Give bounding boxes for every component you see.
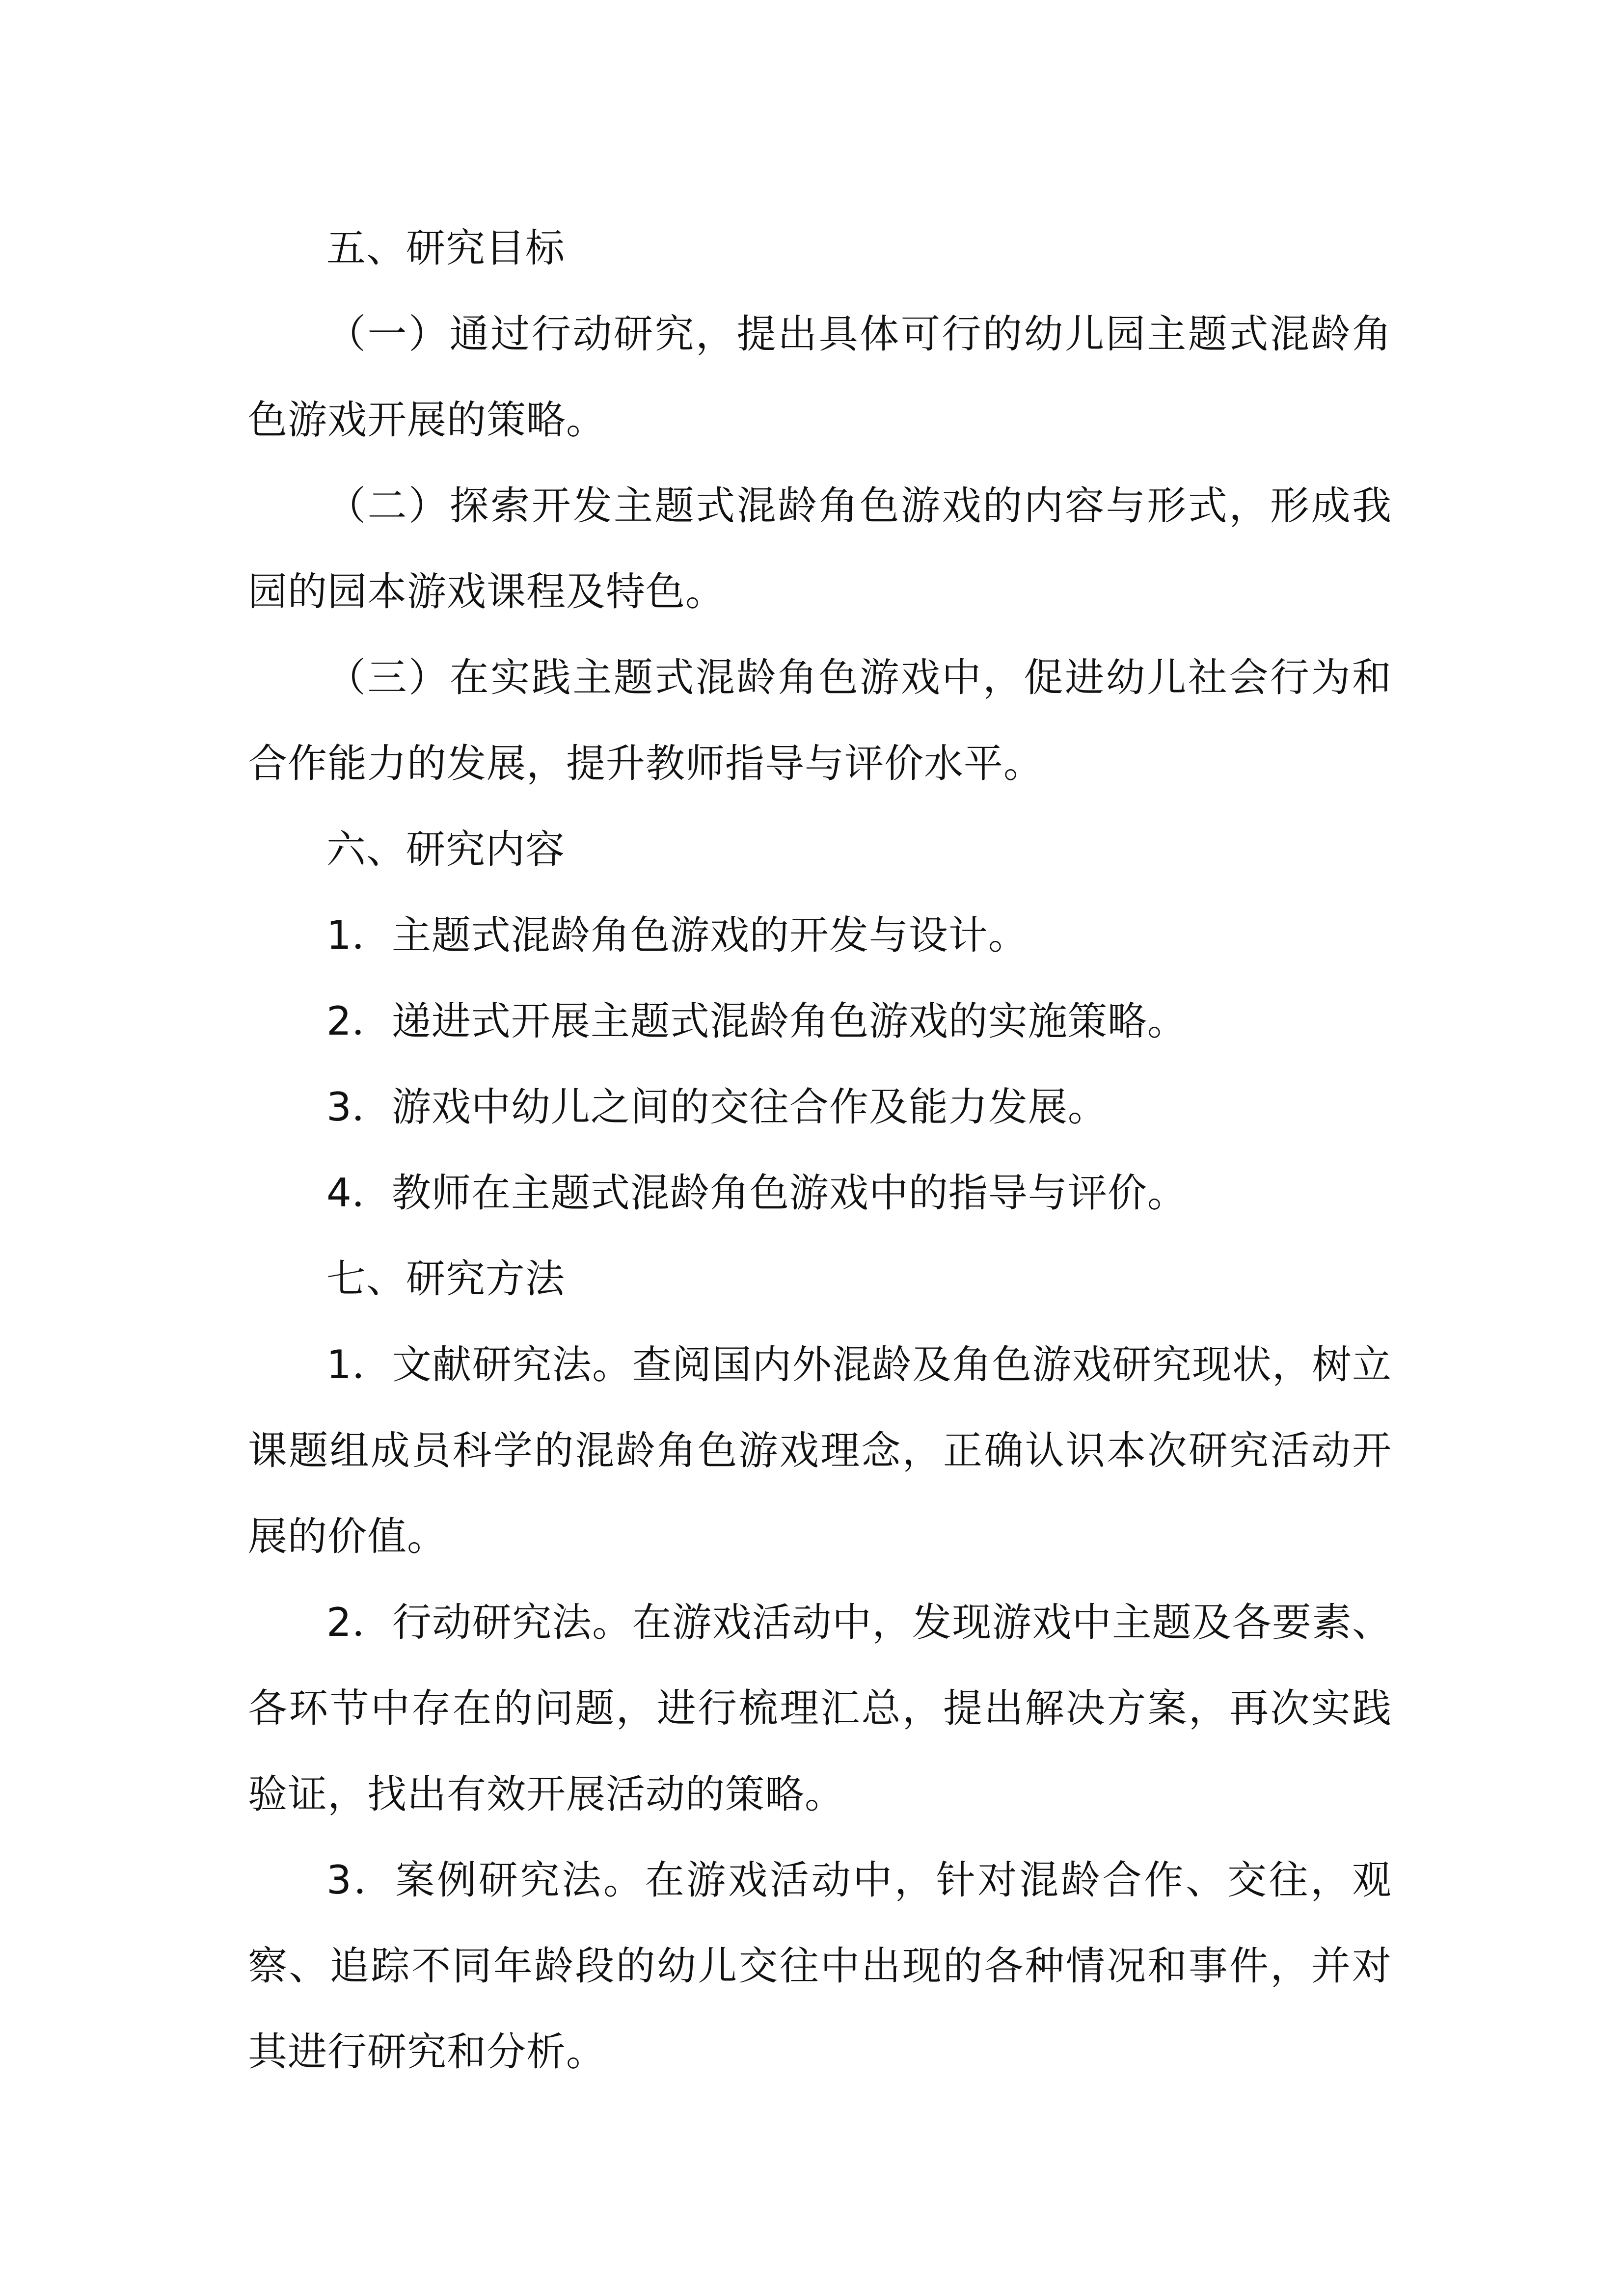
section-six-heading: 六、研究内容 [326,827,565,872]
goal-3: （三）在实践主题式混龄角色游戏中，促进幼儿社会行为和合作能力的发展，提升教师指导与评价水平。 [248,655,1392,786]
method-3: 3．案例研究法。在游戏活动中，针对混龄合作、交往，观察、追踪不同年龄段的幼儿交往中出现的各种情况和事件，并对其进行研究和分析。 [248,1857,1392,2075]
content-4: 4．教师在主题式混龄角色游戏中的指导与评价。 [326,1170,1187,1216]
method-2: 2．行动研究法。在游戏活动中，发现游戏中主题及各要素、各环节中存在的问题，进行梳理汇总，提出解决方案，再次实践验证，找出有效开展活动的策略。 [248,1600,1392,1817]
section-seven-heading: 七、研究方法 [326,1256,565,1302]
method-1: 1．文献研究法。查阅国内外混龄及角色游戏研究现状，树立课题组成员科学的混龄角色游戏理念，正确认识本次研究活动开展的价值。 [248,1342,1392,1559]
goal-2: （二）探索开发主题式混龄角色游戏的内容与形式，形成我园的园本游戏课程及特色。 [248,483,1392,614]
document-body [248,205,1392,2095]
goal-1: （一）通过行动研究，提出具体可行的幼儿园主题式混龄角色游戏开展的策略。 [248,311,1392,443]
section-five-heading: 五、研究目标 [326,225,565,271]
content-2: 2．递进式开展主题式混龄角色游戏的实施策略。 [326,998,1187,1044]
content-1: 1．主题式混龄角色游戏的开发与设计。 [326,912,1028,958]
content-3: 3．游戏中幼儿之间的交往合作及能力发展。 [326,1084,1108,1130]
